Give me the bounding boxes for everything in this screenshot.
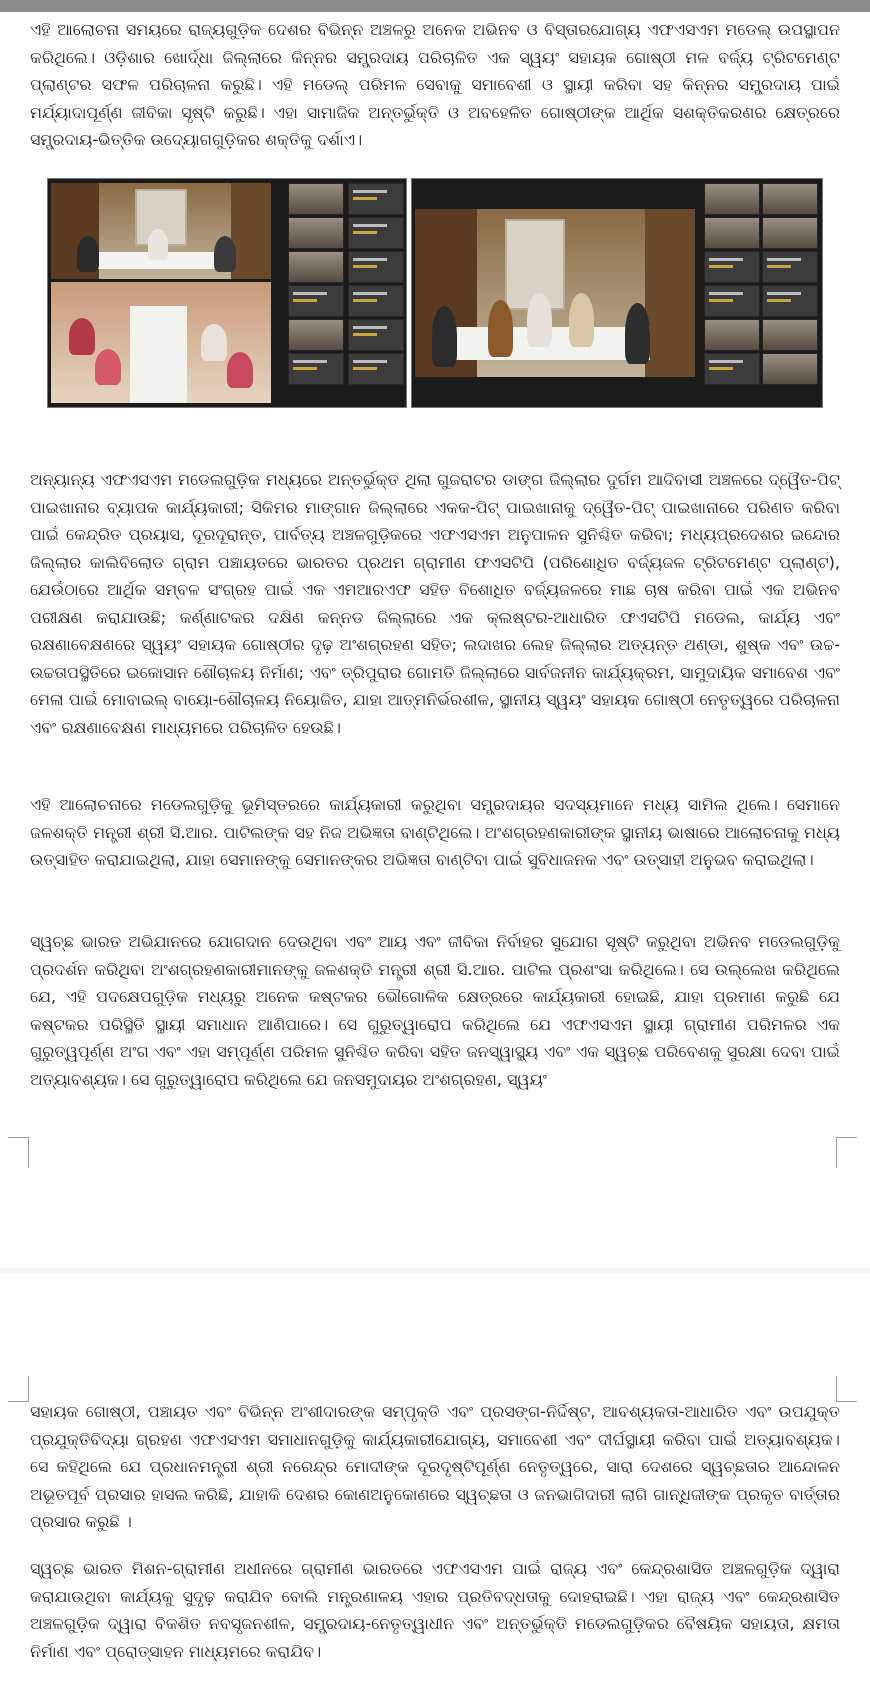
page-top-bar	[0, 0, 870, 12]
meeting-room-video	[415, 209, 695, 377]
paragraph-3: ଏହି ଆଲୋଚନାରେ ମଡେଲଗୁଡ଼ିକୁ ଭୂମିସ୍ତରରେ କାର୍ଯ୍ୟକାରୀ କରୁଥିବା ସମ୍ପ୍ରଦାୟର ସଦସ୍ୟମାନେ ମଧ୍ୟ ସାମିଲ ଥିଲେ। ସେମାନେ ଜଳଶକ୍ତି ମନ୍ତ୍ରୀ ଶ୍ରୀ ସି.ଆର. ପାଟିଲଙ୍କ ସହ ନିଜ ଅଭିଜ୍ଞତା ବାଣ୍ଟିଥିଲେ। ଅଂଶଗ୍ରହଣକାରୀଙ୍କ ସ୍ଥାନୀୟ ଭାଷାରେ ଆଲୋଚନାକୁ ମଧ୍ୟ ଉତ୍ସାହିତ କରାଯାଇଥିଲା, ଯାହା ସେମାନଙ୍କୁ ସେମାନଙ୍କର ଅଭିଜ୍ଞତା ବାଣ୍ଟିବା ପାଇଁ ସୁବିଧାଜନକ ଏବଂ ଉତ୍ସାହୀ ଅନୁଭବ କରାଇଥିଲା।	[30, 795, 840, 869]
participant-tile	[288, 285, 344, 317]
participant-tile	[704, 251, 760, 283]
participant-tile	[288, 217, 344, 249]
paragraph-5: ସହାୟକ ଗୋଷ୍ଠୀ, ପଞ୍ଚାୟତ ଏବଂ ବିଭିନ୍ନ ଅଂଶୀଦାରଙ୍କ ସମ୍ପୃକ୍ତି ଏବଂ ପ୍ରସଙ୍ଗ-ନିର୍ଦ୍ଦିଷ୍ଟ, ଆବଶ୍ୟକତା-ଆଧାରିତ ଏବଂ ଉପଯୁକ୍ତ ପ୍ରଯୁକ୍ତିବିଦ୍ୟା ଗ୍ରହଣ ଏଫଏସଏମ ସମାଧାନଗୁଡ଼ିକୁ କାର୍ଯ୍ୟକାରୀଯୋଗ୍ୟ, ସମାବେଶୀ ଏବଂ ଦୀର୍ଘସ୍ଥାୟୀ କରିବା ପାଇଁ ଅତ୍ୟାବଶ୍ୟକ। ସେ କହିଥିଲେ ଯେ ପ୍ରଧାନମନ୍ତ୍ରୀ ଶ୍ରୀ ନରେନ୍ଦ୍ର ମୋଦୀଙ୍କ ଦୂରଦୃଷ୍ଟିପୂର୍ଣ୍ଣ ନେତୃତ୍ୱରେ, ସାରା ଦେଶରେ ସ୍ୱଚ୍ଛତାର ଆନ୍ଦୋଳନ ଅଭୂତପୂର୍ବ ପ୍ରସାର ହାସଲ କରିଛି, ଯାହାକି ଦେଶର କୋଣଅନୁକୋଣରେ ସ୍ୱଚ୍ଛତା ଓ ଜନଭାଗିଦାରୀ ଲାଗି ଗାନ୍ଧିଜୀଙ୍କ ପ୍ରକୃତ ବାର୍ତ୍ତାର ପ୍ରସାର କରୁଛି ।	[30, 1402, 840, 1531]
participant-tile	[348, 319, 404, 351]
paragraph-4: ସ୍ୱଚ୍ଛ ଭାରତ ଅଭିଯାନରେ ଯୋଗଦାନ ଦେଉଥିବା ଏବଂ ଆୟ ଏବଂ ଜୀବିକା ନିର୍ବାହର ସୁଯୋଗ ସୃଷ୍ଟି କରୁଥିବା ଅଭିନବ ମଡେଲଗୁଡ଼ିକୁ ପ୍ରଦର୍ଶନ କରିଥିବା ଅଂଶଗ୍ରହଣକାରୀମାନଙ୍କୁ ଜଳଶକ୍ତି ମନ୍ତ୍ରୀ ଶ୍ରୀ ସି.ଆର. ପାଟିଲ ପ୍ରଶଂସା କରିଥିଲେ। ସେ ଉଲ୍ଲେଖ କରିଥିଲେ ଯେ, ଏହି ପଦକ୍ଷେପଗୁଡ଼ିକ ମଧ୍ୟରୁ ଅନେକ କଷ୍ଟକର ଭୌଗୋଳିକ କ୍ଷେତ୍ରରେ କାର୍ଯ୍ୟକାରୀ ହୋଇଛି, ଯାହା ପ୍ରମାଣ କରୁଛି ଯେ କଷ୍ଟକର ପରିସ୍ଥିତି ସ୍ଥାୟୀ ସମାଧାନ ଆଣିପାରେ। ସେ ଗୁରୁତ୍ୱାରୋପ କରିଥିଲେ ଯେ ଏଫଏସଏମ ସ୍ଥାୟୀ ଗ୍ରାମୀଣ ପରିମଳର ଏକ ଗୁରୁତ୍ୱପୂର୍ଣ୍ଣ ଅଂଗ ଏବଂ ଏହା ସମ୍ପୂର୍ଣ୍ଣ ପରିମଳ ସୁନିଶ୍ଚିତ କରିବା ସହିତ ଜନସ୍ୱାସ୍ଥ୍ୟ ଏବଂ ଏକ ସ୍ୱଚ୍ଛ ପରିବେଶକୁ ସୁରକ୍ଷା ଦେବା ପାଇଁ ଅତ୍ୟାବଶ୍ୟକ। ସେ ଗୁରୁତ୍ୱାରୋପ କରିଥିଲେ ଯେ ଜନସମୁଦାୟର ଅଂଶଗ୍ରହଣ, ସ୍ୱୟଂ	[30, 932, 840, 1089]
participant-tile	[288, 251, 344, 283]
participant-tile	[348, 353, 404, 385]
participant-tile	[704, 319, 760, 351]
participant-tile	[288, 319, 344, 351]
participant-tile	[704, 353, 760, 385]
participant-tile	[762, 183, 818, 215]
state-meeting-video	[51, 282, 271, 403]
participant-tile	[762, 217, 818, 249]
meeting-room-video	[51, 183, 271, 279]
paragraph-6: ସ୍ୱଚ୍ଛ ଭାରତ ମିଶନ-ଗ୍ରାମୀଣ ଅଧୀନରେ ଗ୍ରାମୀଣ ଭାରତରେ ଏଫଏସଏମ ପାଇଁ ରାଜ୍ୟ ଏବଂ କେନ୍ଦ୍ରଶାସିତ ଅଞ୍ଚଳଗୁଡ଼ିକ ଦ୍ୱାରା କରାଯାଉଥିବା କାର୍ଯ୍ୟକୁ ସୁଦୃଢ଼ କରାଯିବ ବୋଲି ମନ୍ତ୍ରଣାଳୟ ଏହାର ପ୍ରତିବଦ୍ଧତାକୁ ଦୋହରାଇଛି। ଏହା ରାଜ୍ୟ ଏବଂ କେନ୍ଦ୍ରଶାସିତ ଅଞ୍ଚଳଗୁଡ଼ିକ ଦ୍ୱାରା ବିକଶିତ ନବସୃଜନଶୀଳ, ସମ୍ପ୍ରଦାୟ-ନେତୃତ୍ୱାଧୀନ ଏବଂ ଅନ୍ତର୍ଭୁକ୍ତି ମଡେଲଗୁଡ଼ିକର ବୈଷୟିକ ସହାୟତା, କ୍ଷମତା ନିର୍ମାଣ ଏବଂ ପ୍ରୋତ୍ସାହନ ମାଧ୍ୟମରେ କରାଯିବ।	[30, 1559, 840, 1661]
participant-tile	[288, 183, 344, 215]
participant-tile	[704, 217, 760, 249]
paragraph-1: ଏହି ଆଲୋଚନା ସମୟରେ ରାଜ୍ୟଗୁଡ଼ିକ ଦେଶର ବିଭିନ୍ନ ଅଞ୍ଚଳରୁ ଅନେକ ଅଭିନବ ଓ ବିସ୍ତାରଯୋଗ୍ୟ ଏଫଏସଏମ ମଡେଲ୍ ଉପସ୍ଥାପନ କରିଥିଲେ। ଓଡ଼ିଶାର ଖୋର୍ଦ୍ଧା ଜିଲ୍ଲାରେ କିନ୍ନର ସମ୍ପ୍ରଦାୟ ପରିଚାଳିତ ଏକ ସ୍ୱୟଂ ସହାୟକ ଗୋଷ୍ଠୀ ମଳ ବର୍ଜ୍ୟ ଟ୍ରିଟମେଣ୍ଟ ପ୍ଲାଣ୍ଟର ସଫଳ ପରିଚାଳନା କରୁଛି। ଏହି ମଡେଲ୍ ପରିମଳ ସେବାକୁ ସମାବେଶୀ ଓ ସ୍ଥାୟୀ କରିବା ସହ କିନ୍ନର ସମ୍ପ୍ରଦାୟ ପାଇଁ ମର୍ଯ୍ୟାଦାପୂର୍ଣ୍ଣ ଜୀବିକା ସୃଷ୍ଟି କରୁଛି। ଏହା ସାମାଜିକ ଅନ୍ତର୍ଭୁକ୍ତି ଓ ଅବହେଳିତ ଗୋଷ୍ଠୀଙ୍କ ଆର୍ଥିକ ସଶକ୍ତିକରଣର କ୍ଷେତ୍ରରେ ସମ୍ପ୍ରଦାୟ-ଭିତ୍ତିକ ଉଦ୍ୟୋଗଗୁଡ଼ିକର ଶକ୍ତିକୁ ଦର୍ଶାଏ।	[30, 20, 840, 149]
participant-tile	[348, 217, 404, 249]
participant-tile	[348, 285, 404, 317]
crop-mark	[8, 1376, 29, 1402]
participant-tile	[288, 353, 344, 385]
participant-tile	[348, 251, 404, 283]
crop-mark	[836, 1137, 857, 1168]
participant-tile	[762, 319, 818, 351]
participant-tile	[348, 183, 404, 215]
meeting-photo-left	[47, 178, 407, 408]
crop-mark	[8, 1137, 29, 1168]
participant-tile	[762, 353, 818, 385]
participant-tile	[762, 251, 818, 283]
page-break	[0, 1268, 870, 1274]
paragraph-2: ଅନ୍ୟାନ୍ୟ ଏଫଏସଏମ ମଡେଲଗୁଡ଼ିକ ମଧ୍ୟରେ ଅନ୍ତର୍ଭୁକ୍ତ ଥିଲା ଗୁଜରାଟର ଡାଙ୍ଗ ଜିଲ୍ଲାର ଦୁର୍ଗମ ଆଦିବାସୀ ଅଞ୍ଚଳରେ ଦ୍ୱୈତ-ପିଟ୍ ପାଇଖାନାର ବ୍ୟାପକ କାର୍ଯ୍ୟକାରୀ; ସିକିମର ମାଙ୍ଗାନ ଜିଲ୍ଲାରେ ଏକକ-ପିଟ୍ ପାଇଖାନାକୁ ଦ୍ୱୈତ-ପିଟ୍ ପାଇଖାନାରେ ପରିଣତ କରିବା ପାଇଁ କେନ୍ଦ୍ରିତ ପ୍ରୟାସ, ଦୂରଦୂରାନ୍ତ, ପାର୍ବତ୍ୟ ଅଞ୍ଚଳଗୁଡ଼ିକରେ ଏଫଏସଏମ ଅନୁପାଳନ ସୁନିଶ୍ଚିତ କରିବା; ମଧ୍ୟପ୍ରଦେଶର ଇନ୍ଦୋର ଜିଲ୍ଲାର କାଲିବିଲୋଡ ଗ୍ରାମ ପଞ୍ଚାୟତରେ ଭାରତର ପ୍ରଥମ ଗ୍ରାମୀଣ ଫଏସଟିପି (ପରିଶୋଧିତ ବର୍ଜ୍ୟଜଳ ଟ୍ରିଟମେଣ୍ଟ ପ୍ଲାଣ୍ଟ), ଯେଉଁଠାରେ ଆର୍ଥିକ ସମ୍ବଳ ସଂଗ୍ରହ ପାଇଁ ଏକ ଏମଆରଏଫ ସହିତ ବିଶୋଧିତ ବର୍ଜ୍ୟଜଳରେ ମାଛ ଚାଷ କରିବା ପାଇଁ ଏକ ଅଭିନବ ପରୀକ୍ଷଣ କରାଯାଉଛି; କର୍ଣ୍ଣାଟକର ଦକ୍ଷିଣ କନ୍ନଡ ଜିଲ୍ଲାରେ ଏକ କ୍ଲଷ୍ଟର-ଆଧାରିତ ଫଏସଟିପି ମଡେଲ, କାର୍ଯ୍ୟ ଏବଂ ରକ୍ଷଣାବେକ୍ଷଣରେ ସ୍ୱୟଂ ସହାୟକ ଗୋଷ୍ଠୀର ଦୃଢ଼ ଅଂଶଗ୍ରହଣ ସହିତ; ଲଦାଖର ଲେହ ଜିଲ୍ଲାର ଅତ୍ୟନ୍ତ ଥଣ୍ଡା, ଶୁଷ୍କ ଏବଂ ଉଚ୍ଚ-ଉଚ୍ଚତାପସ୍ଥିତିରେ ଇକୋସାନ ଶୌଚାଳୟ ନିର୍ମାଣ; ଏବଂ ତ୍ରିପୁରାର ଗୋମତି ଜିଲ୍ଲାରେ ସାର୍ବଜନୀନ କାର୍ଯ୍ୟକ୍ରମ, ସାମୁଦାୟିକ ସମାବେଶ ଏବଂ ମେଳା ପାଇଁ ମୋବାଇଲ୍ ବାୟୋ-ଶୌଚାଳୟ ନିୟୋଜିତ, ଯାହା ଆତ୍ମନିର୍ଭରଶୀଳ, ସ୍ଥାନୀୟ ସ୍ୱୟଂ ସହାୟକ ଗୋଷ୍ଠୀ ନେତୃତ୍ୱରେ ପରିଚାଳନା ଏବଂ ରକ୍ଷଣାବେକ୍ଷଣ ମାଧ୍ୟମରେ ପରିଚାଳିତ ହେଉଛି।	[30, 470, 840, 737]
participant-tile	[704, 183, 760, 215]
participant-tile	[704, 285, 760, 317]
participant-tile	[762, 285, 818, 317]
meeting-photo-right	[411, 178, 823, 408]
